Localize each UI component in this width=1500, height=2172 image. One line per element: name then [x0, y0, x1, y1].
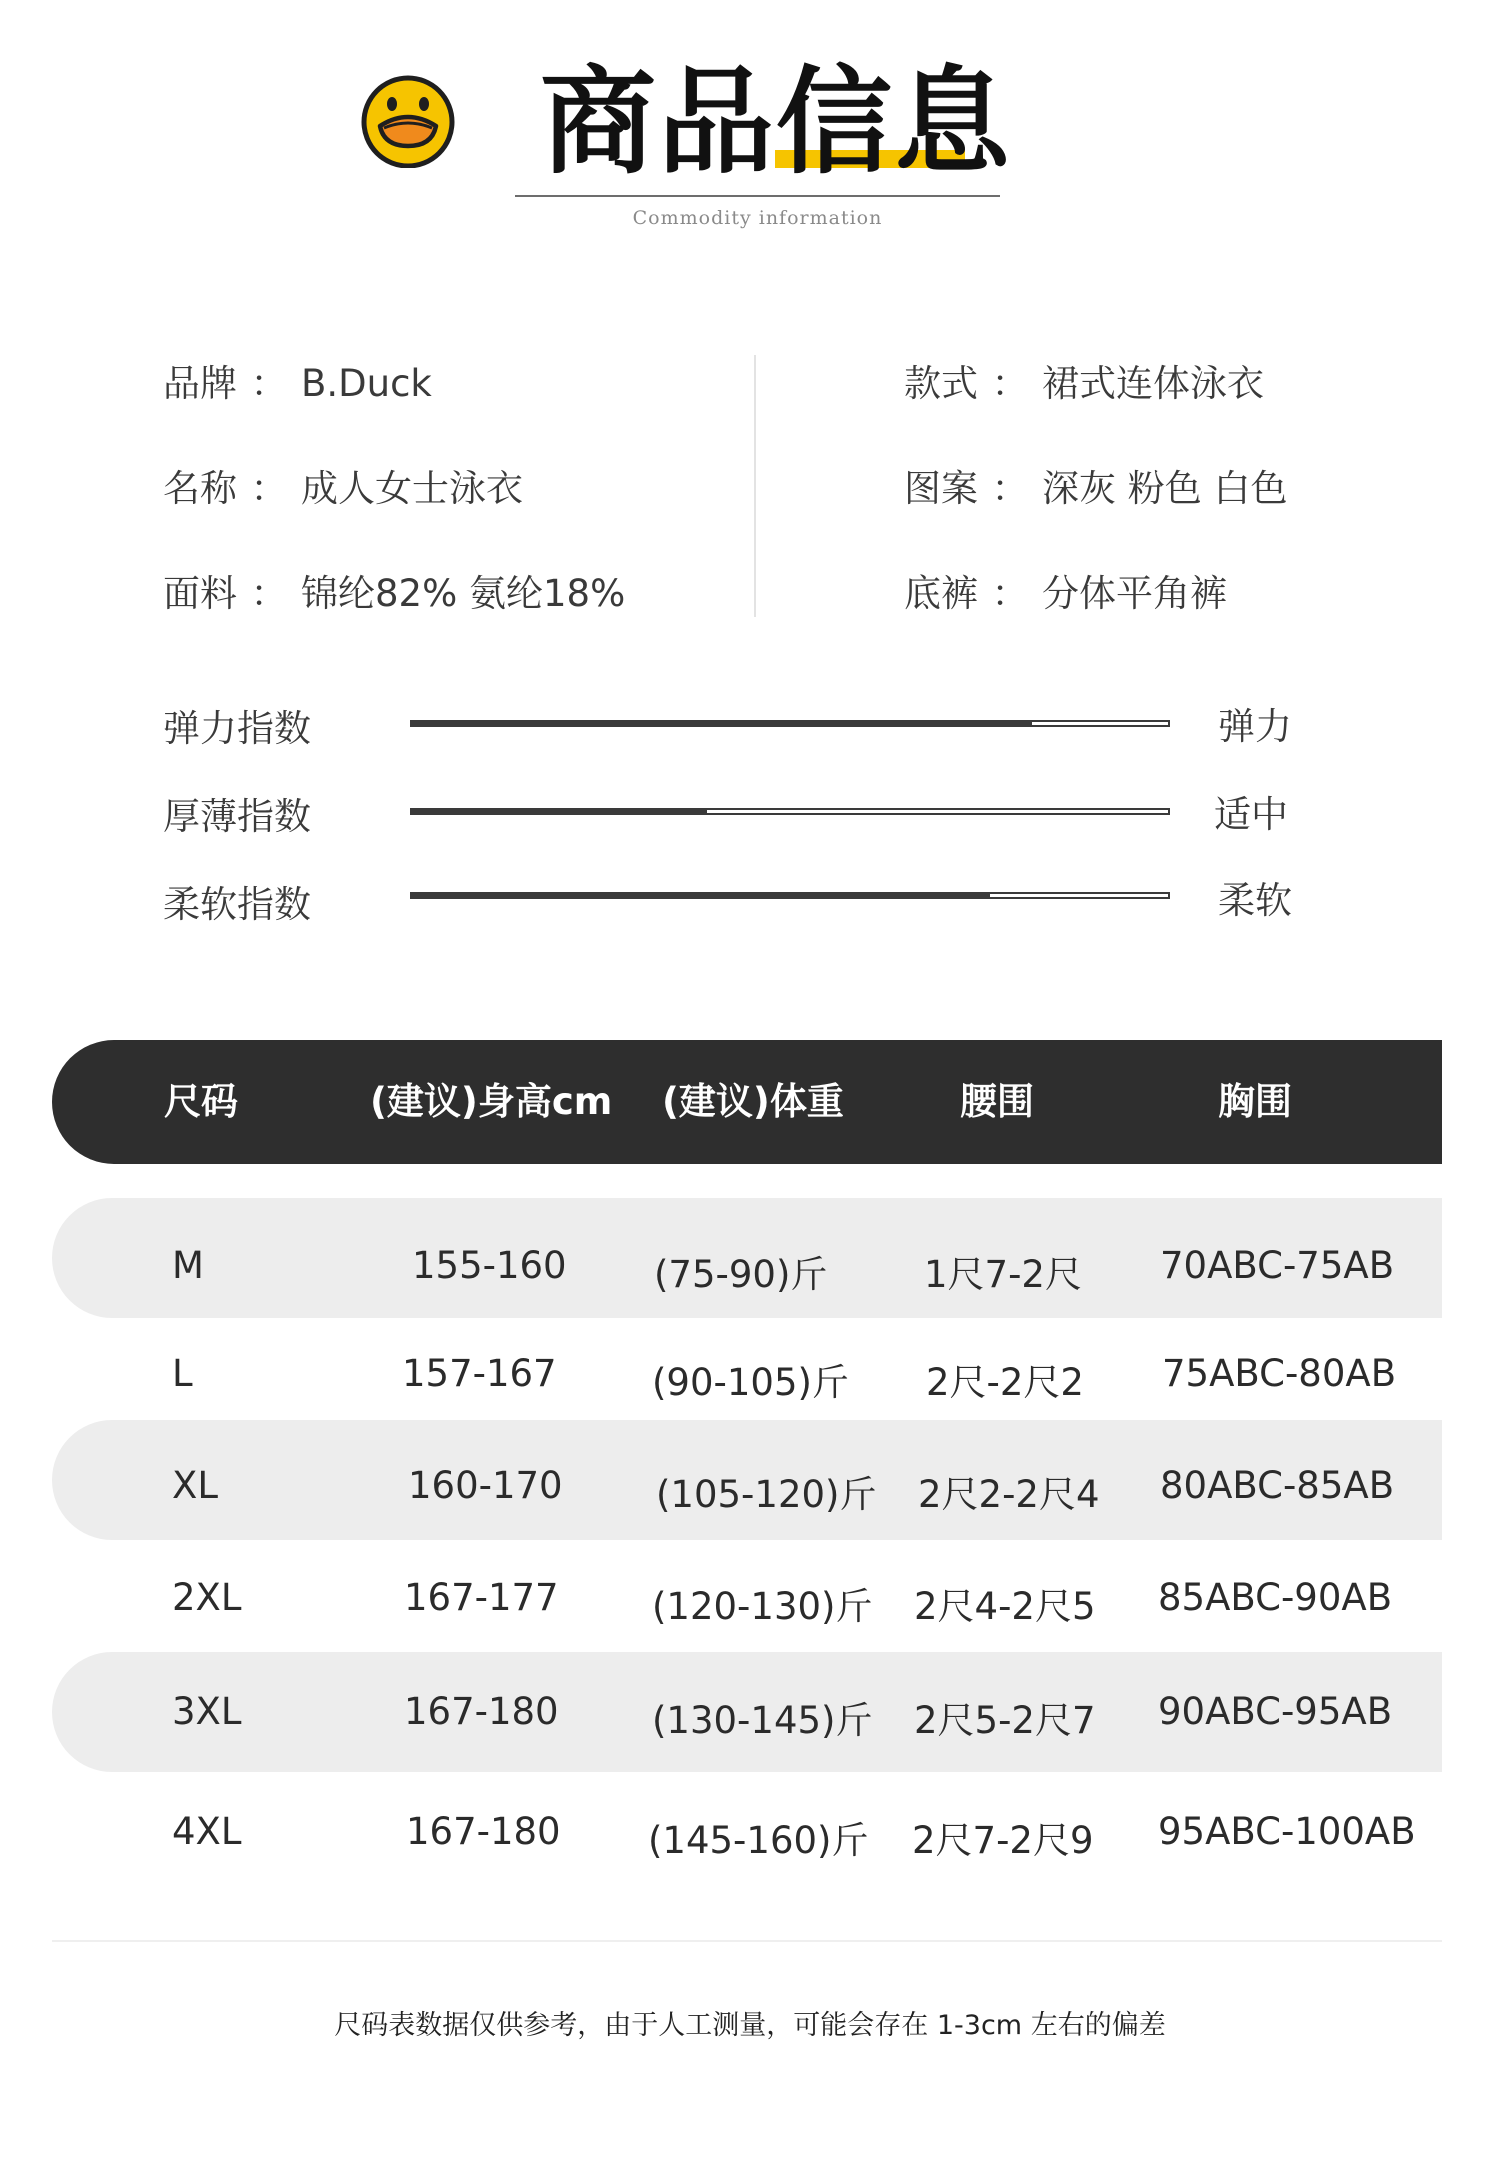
- cell-waist: 1尺7-2尺: [924, 1253, 1082, 1296]
- attr-brand-value: B.Duck: [301, 362, 432, 405]
- attr-fabric-label: 面料: [163, 572, 237, 615]
- thickness-index-fill: [412, 810, 707, 813]
- cell-weight: (105-120)斤: [656, 1473, 877, 1516]
- softness-index-label: 柔软指数: [163, 883, 311, 926]
- cell-size: 2XL: [172, 1576, 242, 1619]
- cell-weight: (90-105)斤: [652, 1361, 849, 1404]
- cell-height: 155-160: [412, 1244, 567, 1287]
- attr-separator: ：: [250, 572, 288, 615]
- cell-height: 167-177: [404, 1576, 559, 1619]
- attribute-column-divider: [754, 355, 756, 617]
- header-divider: [515, 195, 1000, 197]
- cell-size: 3XL: [172, 1690, 242, 1733]
- attr-brand: [163, 353, 432, 407]
- cell-bust: 85ABC-90AB: [1158, 1576, 1393, 1619]
- attr-name: [163, 458, 523, 512]
- cell-bust: 95ABC-100AB: [1158, 1810, 1416, 1853]
- attr-fabric: [163, 563, 625, 617]
- cell-waist: 2尺7-2尺9: [912, 1819, 1094, 1862]
- elasticity-index-bar: [410, 720, 1170, 727]
- attr-bottom: [904, 563, 1227, 617]
- cell-weight: (130-145)斤: [652, 1699, 873, 1742]
- attr-separator: ：: [991, 362, 1029, 405]
- thickness-index-end-label: 适中: [1214, 793, 1288, 836]
- duck-face-icon: [358, 72, 458, 168]
- column-header-size: 尺码: [164, 1080, 238, 1123]
- attr-separator: ：: [250, 362, 288, 405]
- attr-bottom-label: 底裤: [904, 572, 978, 615]
- cell-height: 157-167: [402, 1352, 557, 1395]
- cell-waist: 2尺-2尺2: [926, 1361, 1084, 1404]
- cell-height: 160-170: [408, 1464, 563, 1507]
- cell-weight: (145-160)斤: [648, 1819, 869, 1862]
- elasticity-index-label: 弹力指数: [163, 707, 311, 750]
- attr-brand-label: 品牌: [163, 362, 237, 405]
- thickness-index-label: 厚薄指数: [163, 795, 311, 838]
- cell-bust: 80ABC-85AB: [1160, 1464, 1395, 1507]
- softness-index-fill: [412, 894, 990, 897]
- cell-size: L: [172, 1352, 193, 1395]
- attr-pattern-label: 图案: [904, 467, 978, 510]
- cell-waist: 2尺2-2尺4: [918, 1473, 1100, 1516]
- attr-pattern: [904, 458, 1288, 512]
- attr-name-label: 名称: [163, 467, 237, 510]
- attr-fabric-value: 锦纶82% 氨纶18%: [301, 572, 626, 615]
- cell-size: XL: [172, 1464, 218, 1507]
- cell-bust: 75ABC-80AB: [1162, 1352, 1397, 1395]
- size-disclaimer: 尺码表数据仅供参考，由于人工测量，可能会存在 1-3cm 左右的偏差: [334, 2010, 1166, 2041]
- cell-waist: 2尺5-2尺7: [914, 1699, 1096, 1742]
- attr-separator: ：: [250, 467, 288, 510]
- size-table-header: [52, 1040, 1442, 1164]
- page-title: 商品信息: [540, 55, 1012, 190]
- attr-style-label: 款式: [904, 362, 978, 405]
- column-header-waist: 腰围: [960, 1080, 1034, 1123]
- column-header-height: (建议)身高cm: [370, 1080, 613, 1123]
- attr-style: [904, 353, 1264, 407]
- attr-separator: ：: [991, 467, 1029, 510]
- cell-weight: (120-130)斤: [652, 1585, 873, 1628]
- cell-bust: 90ABC-95AB: [1158, 1690, 1393, 1733]
- cell-bust: 70ABC-75AB: [1160, 1244, 1395, 1287]
- cell-weight: (75-90)斤: [654, 1253, 828, 1296]
- attr-name-value: 成人女士泳衣: [301, 467, 523, 510]
- softness-index-end-label: 柔软: [1218, 879, 1292, 922]
- attr-separator: ：: [991, 572, 1029, 615]
- column-header-bust: 胸围: [1218, 1080, 1292, 1123]
- attr-bottom-value: 分体平角裤: [1042, 572, 1227, 615]
- cell-size: M: [172, 1244, 204, 1287]
- softness-index-bar: [410, 892, 1170, 899]
- elasticity-index-fill: [412, 722, 1032, 725]
- column-header-weight: (建议)体重: [662, 1080, 844, 1123]
- cell-waist: 2尺4-2尺5: [914, 1585, 1096, 1628]
- attr-style-value: 裙式连体泳衣: [1042, 362, 1264, 405]
- cell-size: 4XL: [172, 1810, 242, 1853]
- cell-height: 167-180: [404, 1690, 559, 1733]
- table-bottom-divider: [52, 1940, 1442, 1942]
- thickness-index-bar: [410, 808, 1170, 815]
- page-subtitle: Commodity information: [632, 207, 883, 229]
- cell-height: 167-180: [406, 1810, 561, 1853]
- attr-pattern-value: 深灰 粉色 白色: [1042, 467, 1288, 510]
- elasticity-index-end-label: 弹力: [1218, 705, 1292, 748]
